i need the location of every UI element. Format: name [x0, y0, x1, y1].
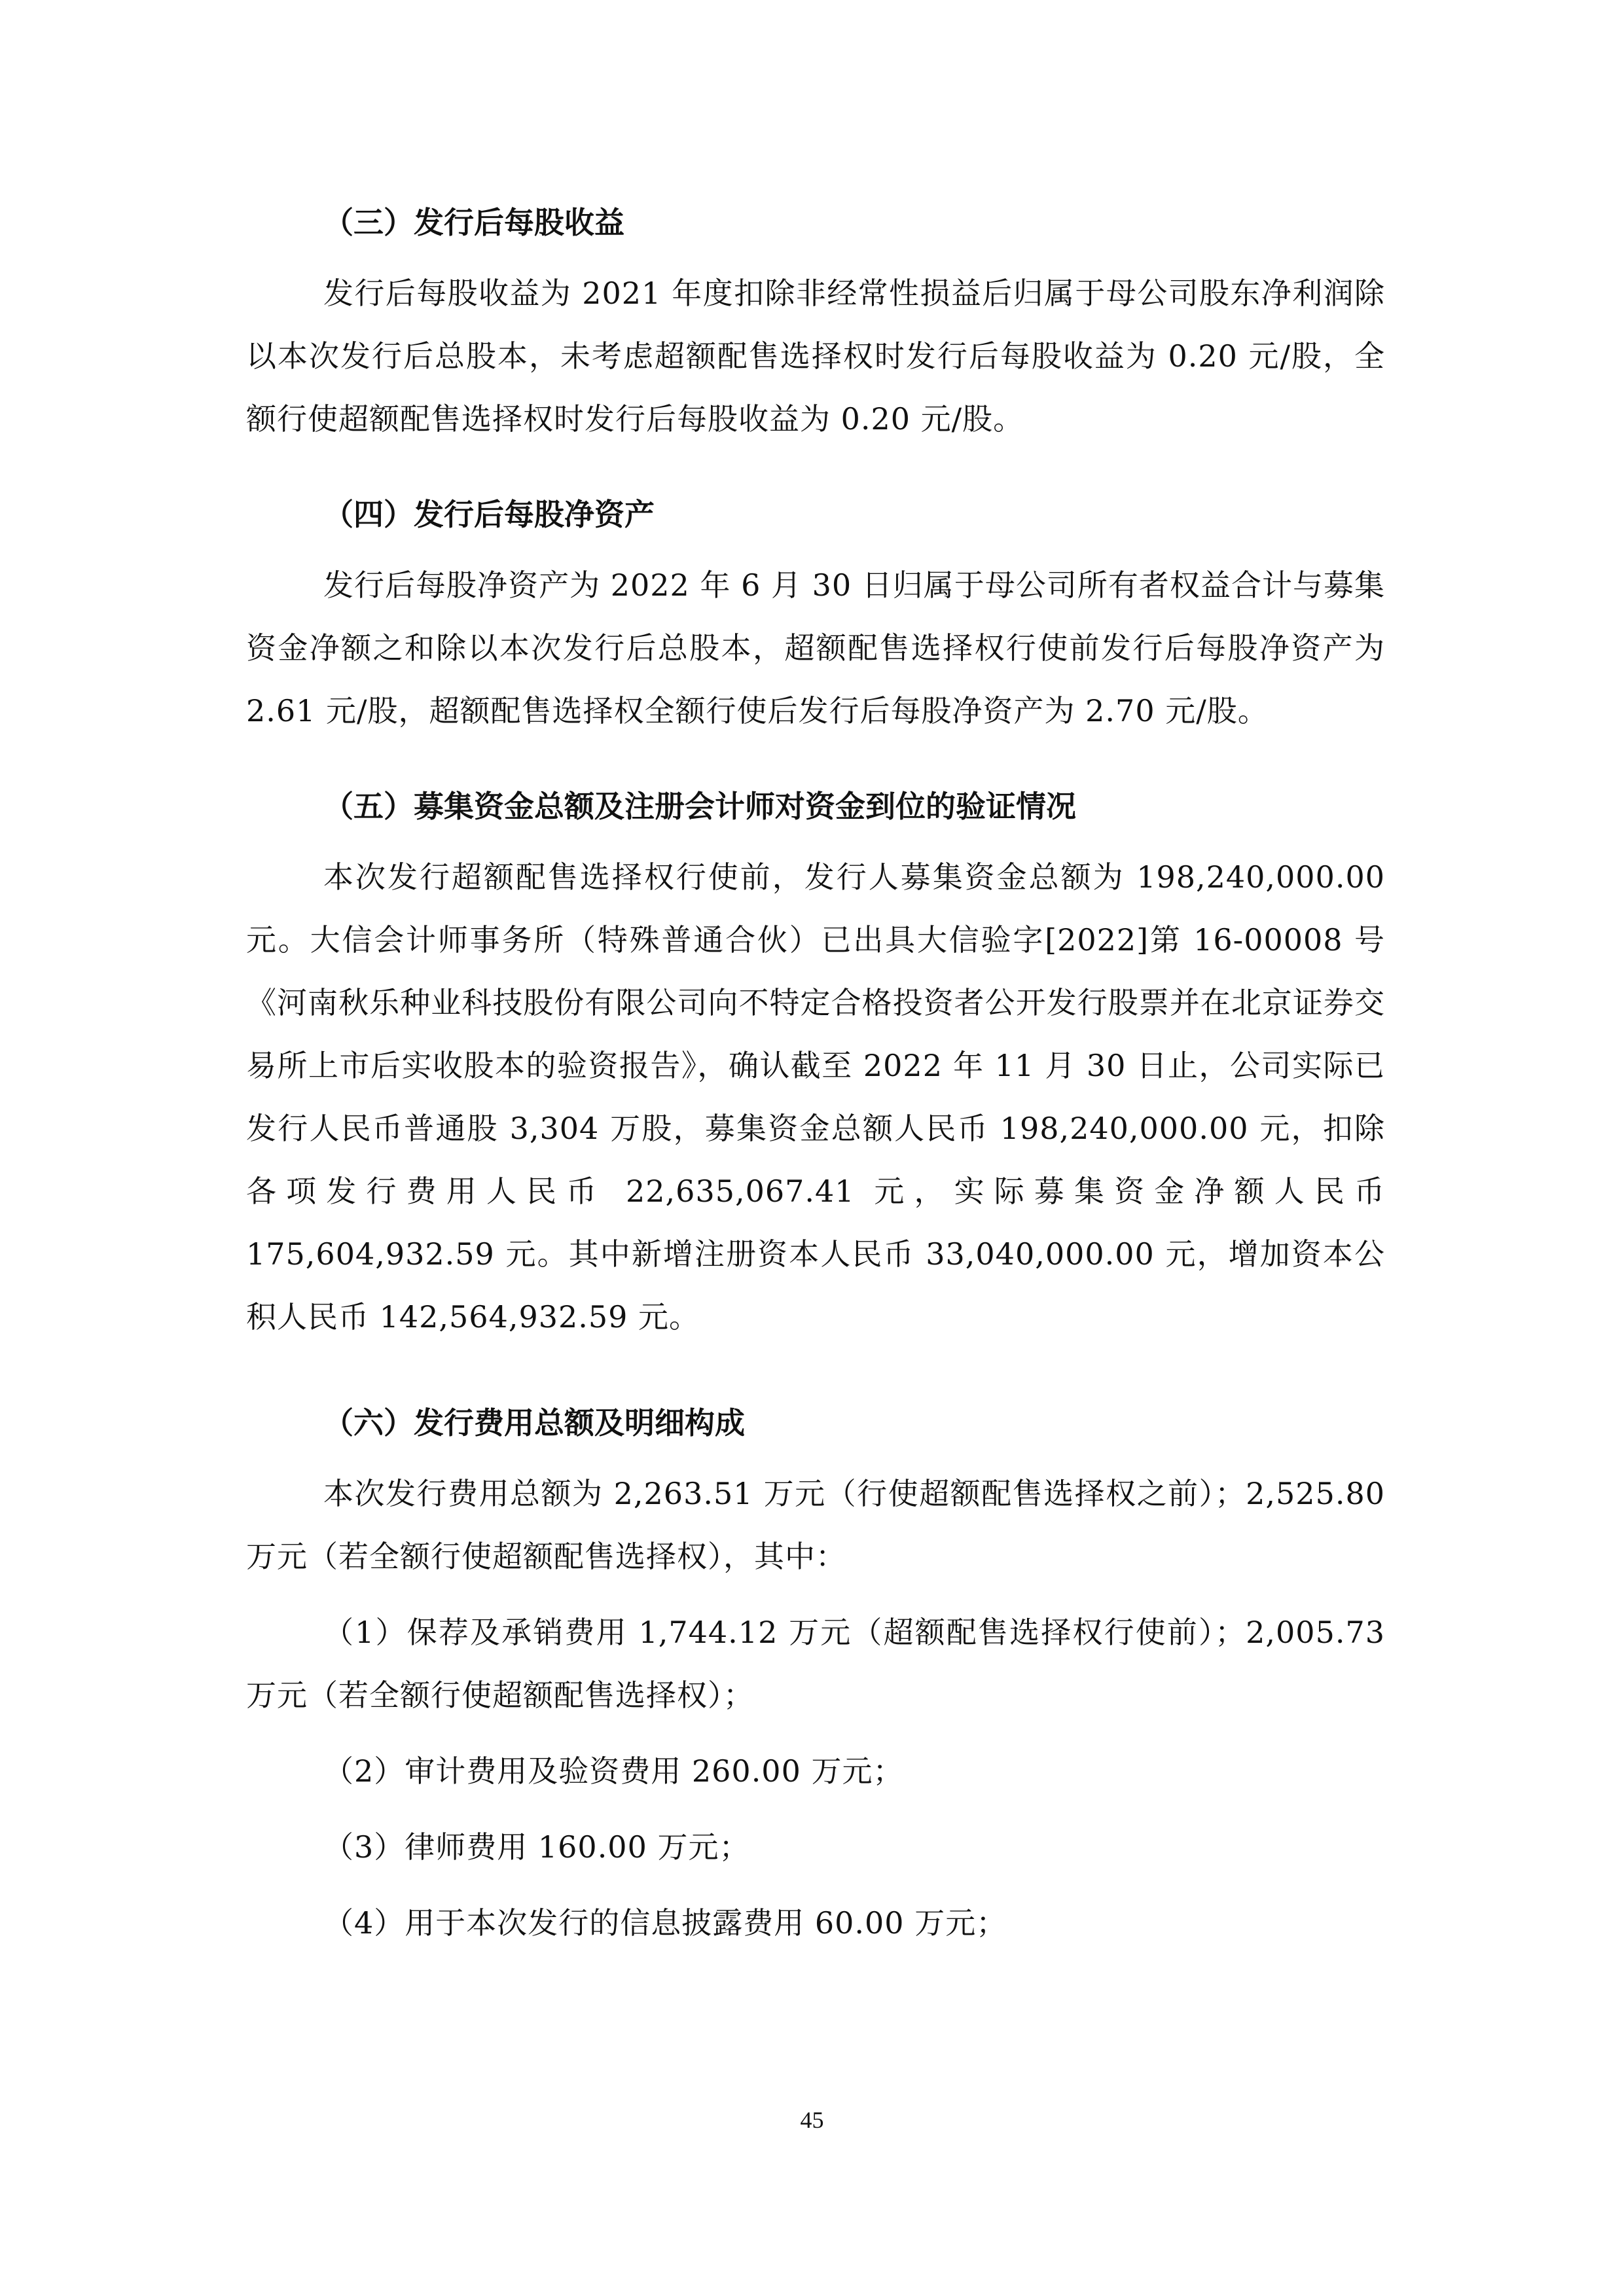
section-5-paragraph: 本次发行超额配售选择权行使前，发行人募集资金总额为 198,240,000.00 元。大信会计师事务所（特殊普通合伙）已出具大信验字[2022]第 16-00008 号《河南秋乐种业科技股份有限公司向不特定合格投资者公开发行股票并在北京证券交易所上市后实收股本的验资报告》，确认截至 2022 年 11 月 30 日止，公司实际已发行人民币普通股 3,304 万股，募集资金总额人民币 198,240,000.00 元，扣除各项发行费用人民币 22,635,067.41 元，实际募集资金净额人民币 175,604,932.59 元。其中新增注册资本人民币 33,040,000.00 元，增加资本公积人民币 142,564,932.59 元。: [246, 859, 1385, 1335]
section-3-paragraph: 发行后每股收益为 2021 年度扣除非经常性损益后归属于母公司股东净利润除以本次发行后总股本，未考虑超额配售选择权时发行后每股收益为 0.20 元/股，全额行使超额配售选择权时发行后每股收益为 0.20 元/股。: [246, 276, 1385, 437]
page-number: 45: [800, 2107, 824, 2133]
section-4-paragraph: 发行后每股净资产为 2022 年 6 月 30 日归属于母公司所有者权益合计与募集资金净额之和除以本次发行后总股本，超额配售选择权行使前发行后每股净资产为 2.61 元/股，超额配售选择权全额行使后发行后每股净资产为 2.70 元/股。: [246, 567, 1385, 728]
fee-item-1: （1）保荐及承销费用 1,744.12 万元（超额配售选择权行使前）；2,005.73 万元（若全额行使超额配售选择权）；: [246, 1615, 1385, 1713]
section-6-heading: （六）发行费用总额及明细构成: [323, 1405, 745, 1441]
document-body: [246, 196, 1385, 1954]
section-6-paragraph: 本次发行费用总额为 2,263.51 万元（行使超额配售选择权之前）；2,525.80 万元（若全额行使超额配售选择权），其中：: [246, 1476, 1385, 1574]
section-5-heading: （五）募集资金总额及注册会计师对资金到位的验证情况: [323, 789, 1076, 824]
section-3-heading: （三）发行后每股收益: [323, 205, 624, 240]
fee-item-2: （2）审计费用及验资费用 260.00 万元；: [323, 1753, 904, 1789]
fee-item-3: （3）律师费用 160.00 万元；: [323, 1829, 750, 1865]
section-4-heading: （四）发行后每股净资产: [323, 497, 655, 532]
fee-item-4: （4）用于本次发行的信息披露费用 60.00 万元；: [323, 1905, 1007, 1941]
